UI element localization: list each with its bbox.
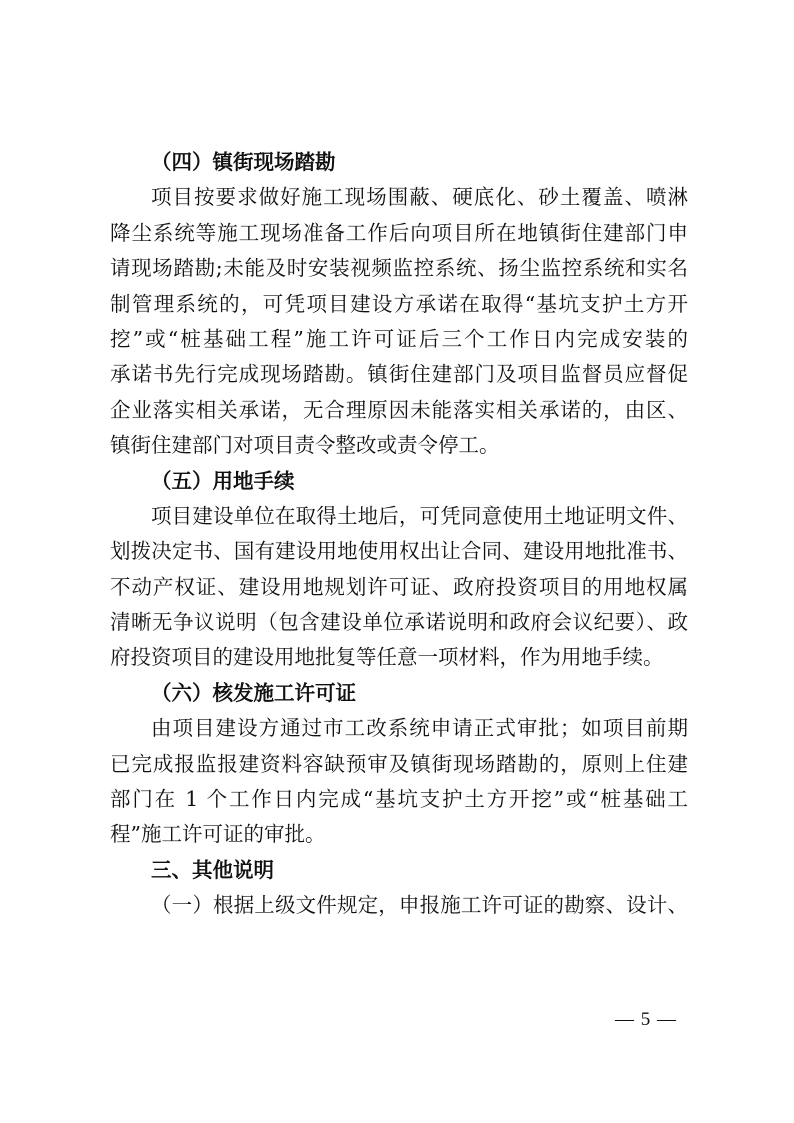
paragraph-line: 企业落实相关承诺，无合理原因未能落实相关承诺的，由区、 [110, 397, 688, 422]
paragraph-line: 由项目建设方通过市工改系统申请正式审批；如项目前期 [151, 716, 688, 741]
paragraph-other-notes [110, 888, 688, 923]
paragraph-line: 项目按要求做好施工现场围蔽、硬底化、砂土覆盖、喷淋 [151, 185, 688, 210]
section-heading-3 [110, 853, 688, 888]
paragraph-line: 制管理系统的，可凭项目建设方承诺在取得“基坑支护土方开 [110, 291, 688, 316]
paragraph-line: 清晰无争议说明（包含建设单位承诺说明和政府会议纪要）、政 [110, 610, 688, 635]
section-heading-5 [110, 464, 688, 499]
heading-text: 三、其他说明 [151, 857, 274, 882]
paragraph-line: 不动产权证、建设用地规划许可证、政府投资项目的用地权属 [110, 574, 688, 599]
paragraph-site-survey [110, 180, 688, 463]
document-body [110, 145, 688, 924]
paragraph-line: （一）根据上级文件规定，申报施工许可证的勘察、设计、 [151, 893, 688, 918]
paragraph-line: 承诺书先行完成现场踏勘。镇街住建部门及项目监督员应督促 [110, 362, 688, 387]
paragraph-line: 程”施工许可证的审批。 [110, 822, 326, 847]
paragraph-line: 已完成报监报建资料容缺预审及镇街现场踏勘的，原则上住建 [110, 751, 688, 776]
section-heading-6 [110, 676, 688, 711]
paragraph-line: 府投资项目的建设用地批复等任意一项材料，作为用地手续。 [110, 645, 664, 670]
paragraph-line: 项目建设单位在取得土地后，可凭同意使用土地证明文件、 [151, 503, 688, 528]
heading-text: （六）核发施工许可证 [151, 680, 356, 705]
section-heading-4 [110, 145, 688, 180]
paragraph-permit-issuance [110, 711, 688, 853]
paragraph-line: 划拨决定书、国有建设用地使用权出让合同、建设用地批准书、 [110, 539, 688, 564]
paragraph-line: 请现场踏勘;未能及时安装视频监控系统、扬尘监控系统和实名 [110, 256, 688, 281]
paragraph-line: 挖”或“桩基础工程”施工许可证后三个工作日内完成安装的 [110, 326, 688, 351]
heading-text: （四）镇街现场踏勘 [151, 150, 336, 174]
heading-text: （五）用地手续 [151, 468, 295, 493]
paragraph-line: 降尘系统等施工现场准备工作后向项目所在地镇街住建部门申 [110, 220, 688, 245]
paragraph-land-procedures [110, 499, 688, 676]
paragraph-line: 镇街住建部门对项目责令整改或责令停工。 [110, 433, 500, 458]
page-number: — 5 — [615, 1009, 677, 1030]
paragraph-line: 部门在 1 个工作日内完成“基坑支护土方开挖”或“桩基础工 [110, 787, 688, 812]
